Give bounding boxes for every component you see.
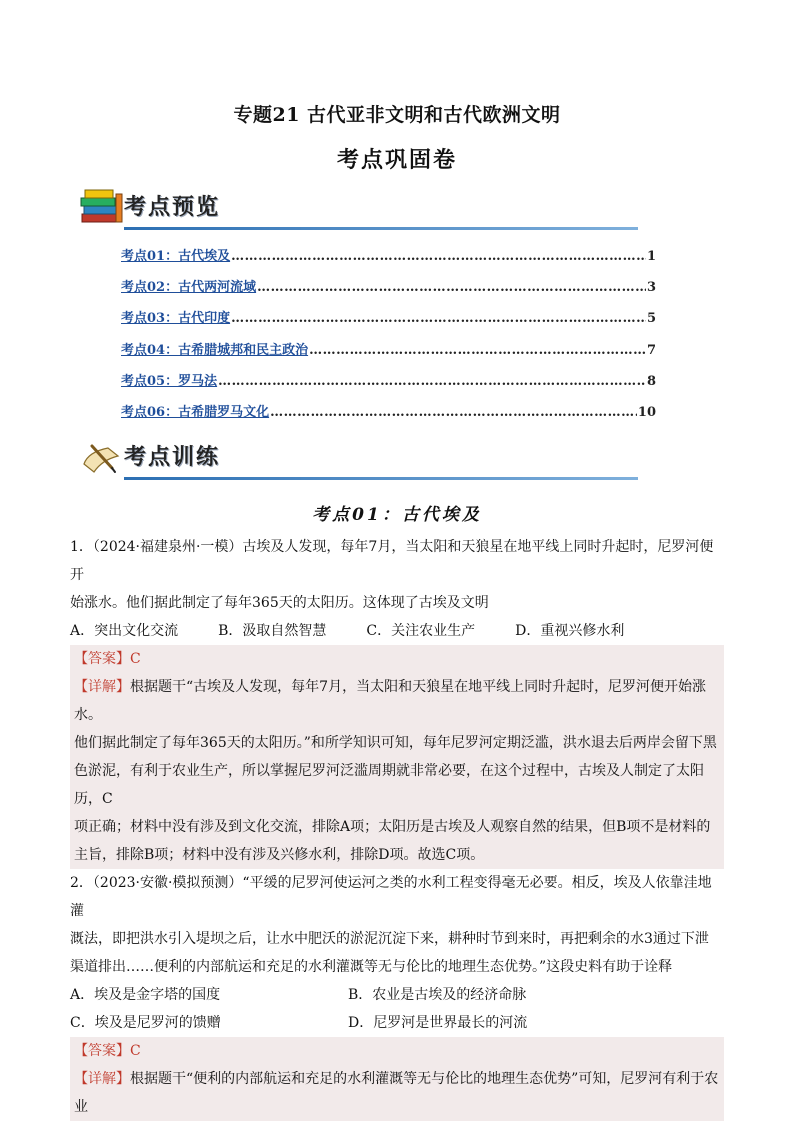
detail-text: 根据题干“便利的内部航运和充足的水利灌溉等无与伦比的地理生态优势”可知，尼罗河有利于农业 bbox=[74, 1071, 719, 1115]
toc-page-number: 3 bbox=[646, 280, 656, 296]
toc-link[interactable]: 考点05：罗马法 bbox=[121, 373, 218, 389]
detail-text: 主旨，排除B项；材料中没有涉及兴修水利，排除D项。故选C项。 bbox=[74, 847, 485, 863]
section-title-preview: 考点预览 bbox=[124, 195, 221, 220]
answer-line bbox=[70, 645, 724, 673]
toc-item[interactable] bbox=[121, 339, 656, 370]
document-subtitle: 考点巩固卷 bbox=[336, 147, 457, 173]
question-stem: 溉法，即把洪水引入堤坝之后，让水中肥沃的淤泥沉淀下来，耕种时节到来时，再把剩余的水3通过下泄 bbox=[70, 931, 709, 947]
toc-page-number: 10 bbox=[637, 404, 656, 420]
toc-item[interactable] bbox=[121, 245, 656, 276]
question-stem: 1．（2024·福建泉州·一模）古埃及人发现，每年7月，当太阳和天狼星在地平线上同时升起时，尼罗河便开 bbox=[70, 539, 714, 583]
question-stem: 2．（2023·安徽·模拟预测）“平缓的尼罗河使运河之类的水利工程变得毫无必要。相反，埃及人依靠洼地灌 bbox=[70, 875, 712, 919]
toc-leader bbox=[231, 311, 646, 326]
table-of-contents bbox=[121, 245, 656, 432]
section-underline bbox=[124, 227, 638, 230]
option: A．突出文化交流 bbox=[70, 623, 179, 639]
toc-page-number: 1 bbox=[646, 249, 656, 264]
detail-text: 项正确；材料中没有涉及到文化交流，排除A项；太阳历是古埃及人观察自然的结果，但B项不是材料的 bbox=[74, 819, 711, 835]
toc-item[interactable] bbox=[121, 370, 656, 401]
section-header-training bbox=[78, 434, 638, 482]
document-title: 专题21 古代亚非文明和古代欧洲文明 bbox=[233, 104, 561, 126]
detail-text: 色淤泥，有利于农业生产，所以掌握尼罗河泛滥周期就非常必要，在这个过程中，古埃及人制定了太阳历，C bbox=[74, 763, 704, 807]
toc-link[interactable]: 考点01：古代埃及 bbox=[121, 249, 231, 264]
option: C．关注农业生产 bbox=[366, 623, 476, 639]
toc-leader bbox=[218, 374, 646, 389]
detail-text: 根据题干“古埃及人发现，每年7月，当太阳和天狼星在地平线上同时升起时，尼罗河便开始涨水。 bbox=[74, 679, 707, 723]
detail-tag: 【详解】 bbox=[74, 1071, 130, 1087]
toc-link[interactable]: 考点02：古代两河流域 bbox=[121, 280, 257, 296]
question bbox=[70, 533, 724, 869]
detail-text: 他们据此制定了每年365天的太阳历。”和所学知识可知，每年尼罗河定期泛滥，洪水退去后两岸会留下黑 bbox=[74, 735, 717, 751]
options bbox=[70, 981, 724, 1037]
answer-value: C bbox=[130, 1043, 141, 1059]
toc-page-number: 5 bbox=[646, 311, 656, 327]
toc-link[interactable]: 考点04：古希腊城邦和民主政治 bbox=[121, 342, 309, 358]
toc-item[interactable] bbox=[121, 307, 656, 338]
option: C．埃及是尼罗河的馈赠 bbox=[70, 1015, 221, 1031]
scroll-pen-icon bbox=[78, 434, 128, 480]
toc-link[interactable]: 考点03：古代印度 bbox=[121, 311, 231, 327]
toc-leader bbox=[309, 343, 646, 358]
question-content bbox=[70, 533, 724, 1121]
toc-leader bbox=[231, 249, 646, 264]
detail-tag: 【详解】 bbox=[74, 679, 130, 695]
detail-line bbox=[70, 1065, 724, 1121]
section-underline bbox=[124, 477, 638, 480]
answer-tag: 【答案】 bbox=[74, 651, 130, 667]
answer-box bbox=[70, 645, 724, 869]
answer-value: C bbox=[130, 651, 141, 667]
question-stem: 始涨水。他们据此制定了每年365天的太阳历。这体现了古埃及文明 bbox=[70, 595, 489, 611]
option: B．汲取自然智慧 bbox=[218, 623, 327, 639]
toc-page-number: 7 bbox=[646, 342, 656, 358]
option: B．农业是古埃及的经济命脉 bbox=[348, 987, 527, 1003]
section-title-training: 考点训练 bbox=[124, 445, 221, 470]
toc-link[interactable]: 考点06：古希腊罗马文化 bbox=[121, 404, 270, 420]
option: D．重视兴修水利 bbox=[515, 623, 625, 639]
toc-item[interactable] bbox=[121, 401, 656, 432]
books-icon bbox=[78, 184, 128, 230]
toc-page-number: 8 bbox=[646, 373, 656, 389]
answer-box bbox=[70, 1037, 724, 1121]
answer-line bbox=[70, 1037, 724, 1065]
category-title: 考点01：古代埃及 bbox=[312, 505, 482, 525]
question-stem: 渠道排出……便利的内部航运和充足的水利灌溉等无与伦比的地理生态优势。”这段史料有助于诠释 bbox=[70, 959, 673, 975]
answer-tag: 【答案】 bbox=[74, 1043, 130, 1059]
section-header-preview bbox=[78, 184, 638, 232]
options bbox=[70, 617, 724, 645]
detail-line bbox=[70, 673, 724, 729]
option: D．尼罗河是世界最长的河流 bbox=[348, 1015, 528, 1031]
question bbox=[70, 869, 724, 1121]
toc-item[interactable] bbox=[121, 276, 656, 307]
toc-leader bbox=[257, 280, 646, 295]
toc-leader bbox=[270, 405, 637, 420]
option: A．埃及是金字塔的国度 bbox=[70, 987, 221, 1003]
